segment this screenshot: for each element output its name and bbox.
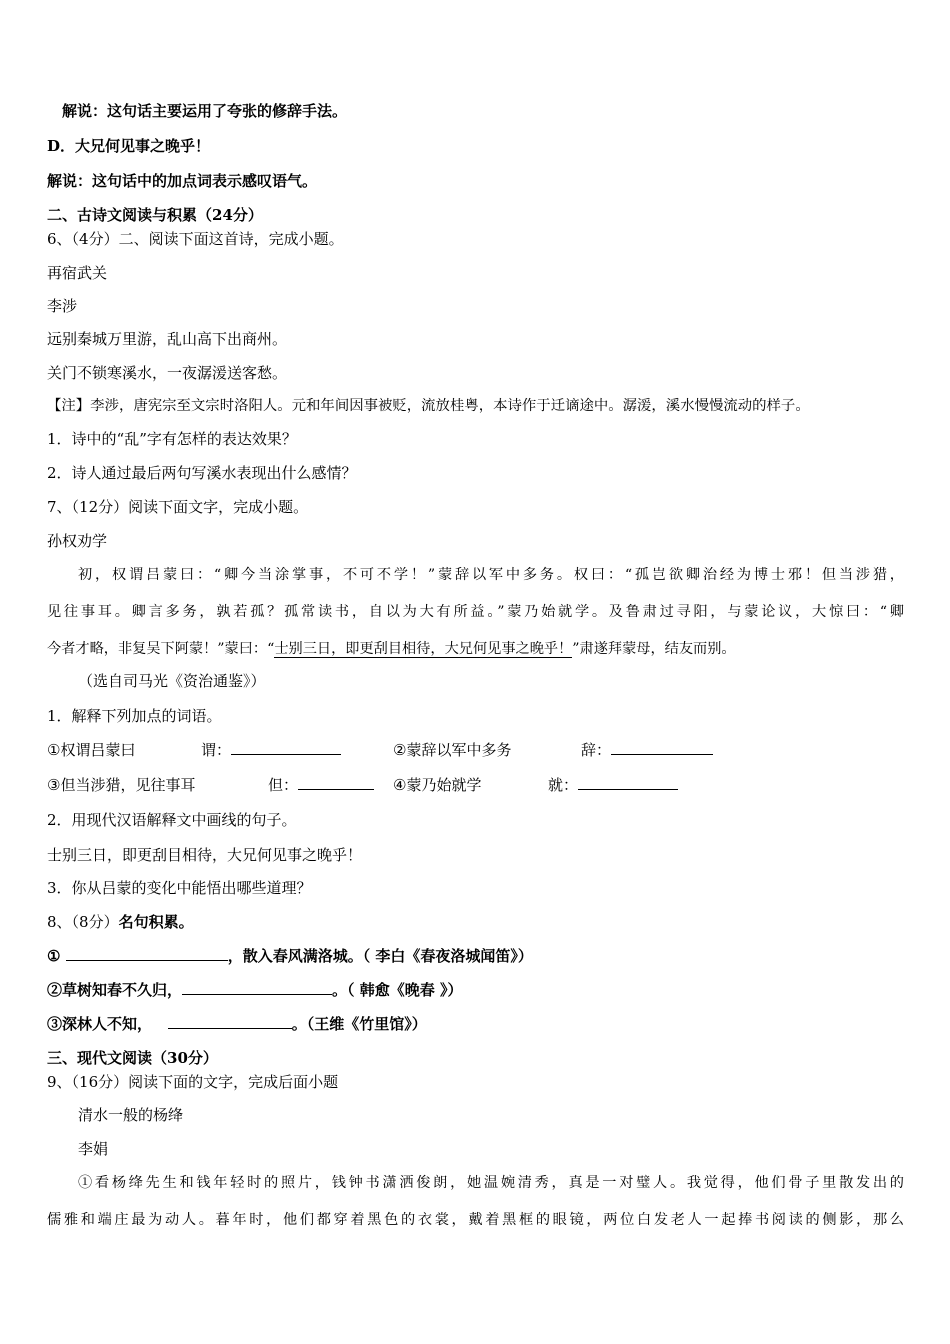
text-title: 孙权劝学: [47, 532, 108, 550]
explanation-line: 解说：这句话中的加点词表示感叹语气。: [47, 172, 318, 190]
passage-source: （选自司马光《资治通鉴》）: [78, 672, 266, 690]
question-6: 6、（4分）二、阅读下面这首诗，完成小题。: [47, 230, 344, 248]
section-heading: 三、现代文阅读（30分）: [47, 1049, 218, 1067]
word-item-2-label: 辞：: [581, 740, 713, 760]
question-9: 9、（16分）阅读下面的文字，完成后面小题: [47, 1073, 339, 1091]
question-7-3: 3．你从吕蒙的变化中能悟出哪些道理？: [47, 879, 312, 897]
quoted-sentence: 士别三日，即更刮目相待，大兄何见事之晚乎！: [47, 846, 363, 864]
underlined-sentence: 士别三日，即更刮目相待，大兄何见事之晚乎！: [274, 641, 573, 657]
question-6-1: 1．诗中的“乱”字有怎样的表达效果？: [47, 430, 297, 448]
poem-line: 远别秦城万里游，乱山高下出商州。: [47, 330, 288, 348]
passage-text: 今者才略，非复吴下阿蒙！”蒙曰：“: [47, 641, 275, 657]
answer-blank[interactable]: [182, 980, 332, 995]
word-item-3: ③但当涉猎，见往事耳: [47, 776, 196, 794]
question-7-1: 1．解释下列加点的词语。: [47, 707, 222, 725]
answer-blank[interactable]: [66, 946, 228, 961]
fill-in-2: ②草树知春不久归， 。（ 韩愈《晚春 》）: [47, 981, 463, 999]
passage-text: ”肃遂拜蒙母，结友而别。: [572, 641, 736, 657]
passage-line-with-underline: [47, 639, 736, 659]
word-item-4: ④蒙乃始就学: [393, 776, 482, 794]
word-item-3-label: 但：: [268, 775, 374, 795]
question-7: 7、（12分）阅读下面文字，完成小题。: [47, 498, 309, 516]
question-8: 8、（8分）名句积累。: [47, 913, 194, 931]
poem-note: 【注】李涉，唐宪宗至文宗时洛阳人。元和年间因事被贬，流放桂粤，本诗作于迁谪途中。潺湲，溪水慢慢流动的样子。: [47, 398, 810, 414]
question-7-2: 2．用现代汉语解释文中画线的句子。: [47, 811, 297, 829]
passage-line: 见往事耳。卿言多务，孰若孤？孤常读书，自以为大有所益。”蒙乃始就学。及鲁肃过寻阳，与蒙论议，大惊曰：“卿: [47, 604, 904, 620]
word-item-1-label: 谓：: [201, 740, 341, 760]
word-item-4-label: 就：: [548, 775, 678, 795]
fill-in-1: ① ，散入春风满洛城。（ 李白《春夜洛城闻笛》）: [47, 947, 533, 965]
word-item-2: ②蒙辞以军中多务: [393, 741, 512, 759]
essay-line: 儒雅和端庄最为动人。暮年时，他们都穿着黑色的衣裳，戴着黑框的眼镜，两位白发老人一起捧书阅读的侧影，那么: [47, 1212, 904, 1228]
explanation-line: 解说：这句话主要运用了夸张的修辞手法。: [62, 102, 348, 120]
question-6-2: 2．诗人通过最后两句写溪水表现出什么感情？: [47, 464, 357, 482]
answer-blank[interactable]: [298, 775, 374, 790]
poem-line: 关门不锁寒溪水，一夜潺湲送客愁。: [47, 364, 288, 382]
poem-title: 再宿武关: [47, 264, 108, 282]
option-d: D．大兄何见事之晚乎！: [47, 137, 211, 155]
essay-title: 清水一般的杨绛: [78, 1106, 184, 1124]
answer-blank[interactable]: [231, 740, 341, 755]
answer-blank[interactable]: [578, 775, 678, 790]
essay-author: 李娟: [78, 1140, 109, 1158]
section-heading: 二、古诗文阅读与积累（24分）: [47, 206, 263, 224]
passage-line: 初，权谓吕蒙曰：“卿今当涂掌事，不可不学！”蒙辞以军中多务。权曰：“孤岂欲卿治经为博士邪！但当涉猎，: [78, 567, 904, 583]
poem-author: 李涉: [47, 297, 78, 315]
fill-in-3: ③深林人不知， 。（王维《竹里馆》）: [47, 1015, 427, 1033]
answer-blank[interactable]: [611, 740, 713, 755]
word-item-1: ①权谓吕蒙曰: [47, 741, 136, 759]
essay-line: ①看杨绛先生和钱年轻时的照片，钱钟书潇洒俊朗，她温婉清秀，真是一对璧人。我觉得，他们骨子里散发出的: [78, 1175, 904, 1191]
answer-blank[interactable]: [168, 1014, 292, 1029]
